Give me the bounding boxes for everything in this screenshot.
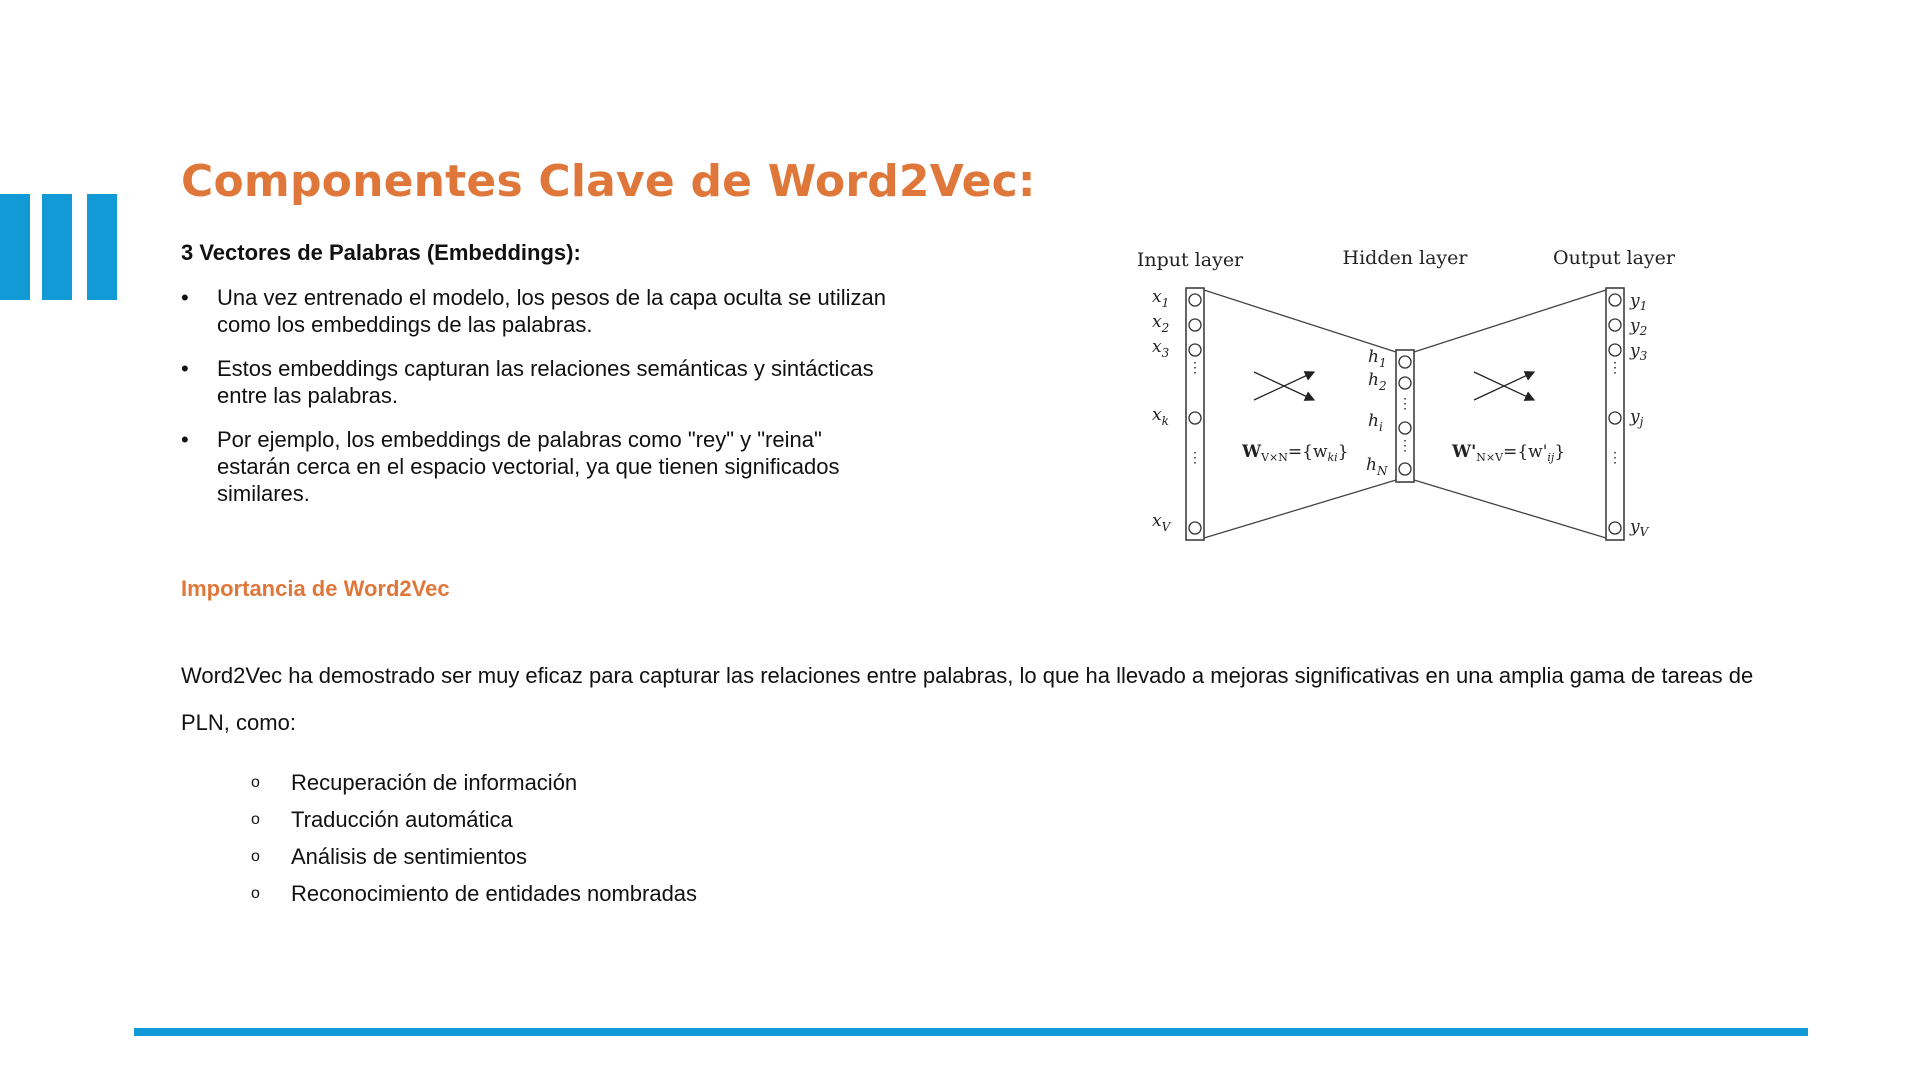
output-node-label: $y_1$ [1630, 291, 1648, 313]
hidden-node-label: $h_2$ [1368, 370, 1387, 393]
input-node-label: $x_1$ [1152, 287, 1170, 310]
input-node-label: $x_k$ [1152, 405, 1169, 428]
task-text: Traducción automática [291, 807, 513, 832]
circle-bullet-icon: o [251, 848, 260, 865]
output-node-1 [1609, 294, 1621, 306]
accent-bar-middle [42, 194, 72, 300]
input-ellipsis-1: ⋮ [1188, 360, 1202, 376]
embeddings-bullet-list [181, 284, 901, 524]
task-item [251, 801, 697, 838]
input-node-label: $x_3$ [1152, 337, 1170, 360]
input-node-2 [1189, 319, 1201, 331]
output-ellipsis-1: ⋮ [1608, 360, 1622, 376]
importance-heading: Importancia de Word2Vec [181, 576, 450, 601]
hidden-node-n [1399, 463, 1411, 475]
hidden-node-1 [1399, 356, 1411, 368]
output-ellipsis-2: ⋮ [1608, 450, 1622, 466]
bullet-item [181, 355, 901, 409]
task-text: Reconocimiento de entidades nombradas [291, 881, 698, 906]
connection-line [1414, 480, 1606, 538]
hidden-node-label: $h_N$ [1366, 455, 1388, 478]
bullet-dot: • [181, 356, 189, 381]
input-layer-label: Input layer [1136, 249, 1244, 271]
hidden-node-2 [1399, 377, 1411, 389]
bullet-dot: • [181, 427, 189, 452]
accent-bar-right [87, 194, 117, 300]
task-item [251, 764, 697, 801]
bullet-item [181, 284, 901, 338]
task-item [251, 838, 697, 875]
bullet-text: Por ejemplo, los embeddings de palabras como "rey" y "reina" estarán cerca en el espacio vectorial, ya que tienen significados similares. [217, 427, 840, 506]
input-ellipsis-2: ⋮ [1188, 450, 1202, 466]
hidden-ellipsis-2: ⋮ [1398, 438, 1412, 454]
input-node-1 [1189, 294, 1201, 306]
hidden-node-label: $h_1$ [1368, 347, 1387, 370]
hidden-node-label: $h_i$ [1368, 411, 1383, 434]
connection-line [1204, 480, 1396, 538]
bullet-dot: • [181, 285, 189, 310]
output-node-label: $y_3$ [1630, 341, 1648, 363]
output-node-2 [1609, 319, 1621, 331]
task-text: Análisis de sentimientos [291, 844, 528, 869]
hidden-layer-label: Hidden layer [1342, 247, 1468, 269]
output-node-label: $y_2$ [1630, 316, 1648, 338]
hidden-ellipsis-1: ⋮ [1398, 396, 1412, 412]
task-item [251, 875, 697, 912]
input-node-label: $x_2$ [1152, 312, 1170, 335]
input-node-v [1189, 522, 1201, 534]
output-node-3 [1609, 344, 1621, 356]
output-node-v [1609, 522, 1621, 534]
output-node-j [1609, 412, 1621, 424]
connection-line [1414, 290, 1606, 352]
accent-bar-left [0, 194, 30, 300]
output-layer-label: Output layer [1553, 247, 1675, 269]
input-node-k [1189, 412, 1201, 424]
slide-title: Componentes Clave de Word2Vec: [181, 156, 1036, 207]
task-text: Recuperación de información [291, 770, 578, 795]
weight-matrix-left-label: $W_{V\times N}=\{w_{ki}\}$ [1242, 442, 1349, 464]
hidden-node-i [1399, 422, 1411, 434]
word2vec-network-diagram [1130, 240, 1690, 550]
connection-line [1204, 290, 1396, 352]
embeddings-subheading: 3 Vectores de Palabras (Embeddings): [181, 240, 581, 265]
output-node-label: $y_V$ [1630, 517, 1649, 539]
footer-accent-line [134, 1028, 1808, 1036]
nlp-task-list [251, 764, 697, 912]
circle-bullet-icon: o [251, 774, 260, 791]
hidden-layer-box [1396, 350, 1414, 482]
weight-matrix-right-label: $W'_{N\times V}=\{w'_{ij}\}$ [1452, 442, 1566, 464]
circle-bullet-icon: o [251, 885, 260, 902]
importance-paragraph: Word2Vec ha demostrado ser muy eficaz para capturar las relaciones entre palabras, lo que ha llevado a mejoras significativas en una amplia gama de tareas de PLN, como: [181, 663, 1754, 735]
output-node-label: $y_j$ [1630, 407, 1644, 429]
input-node-label: $x_V$ [1152, 511, 1171, 534]
bullet-text: Estos embeddings capturan las relaciones semánticas y sintácticas entre las palabras. [217, 356, 874, 408]
input-node-3 [1189, 344, 1201, 356]
bullet-text: Una vez entrenado el modelo, los pesos de la capa oculta se utilizan como los embeddings de las palabras. [217, 285, 886, 337]
bullet-item [181, 426, 901, 507]
circle-bullet-icon: o [251, 811, 260, 828]
